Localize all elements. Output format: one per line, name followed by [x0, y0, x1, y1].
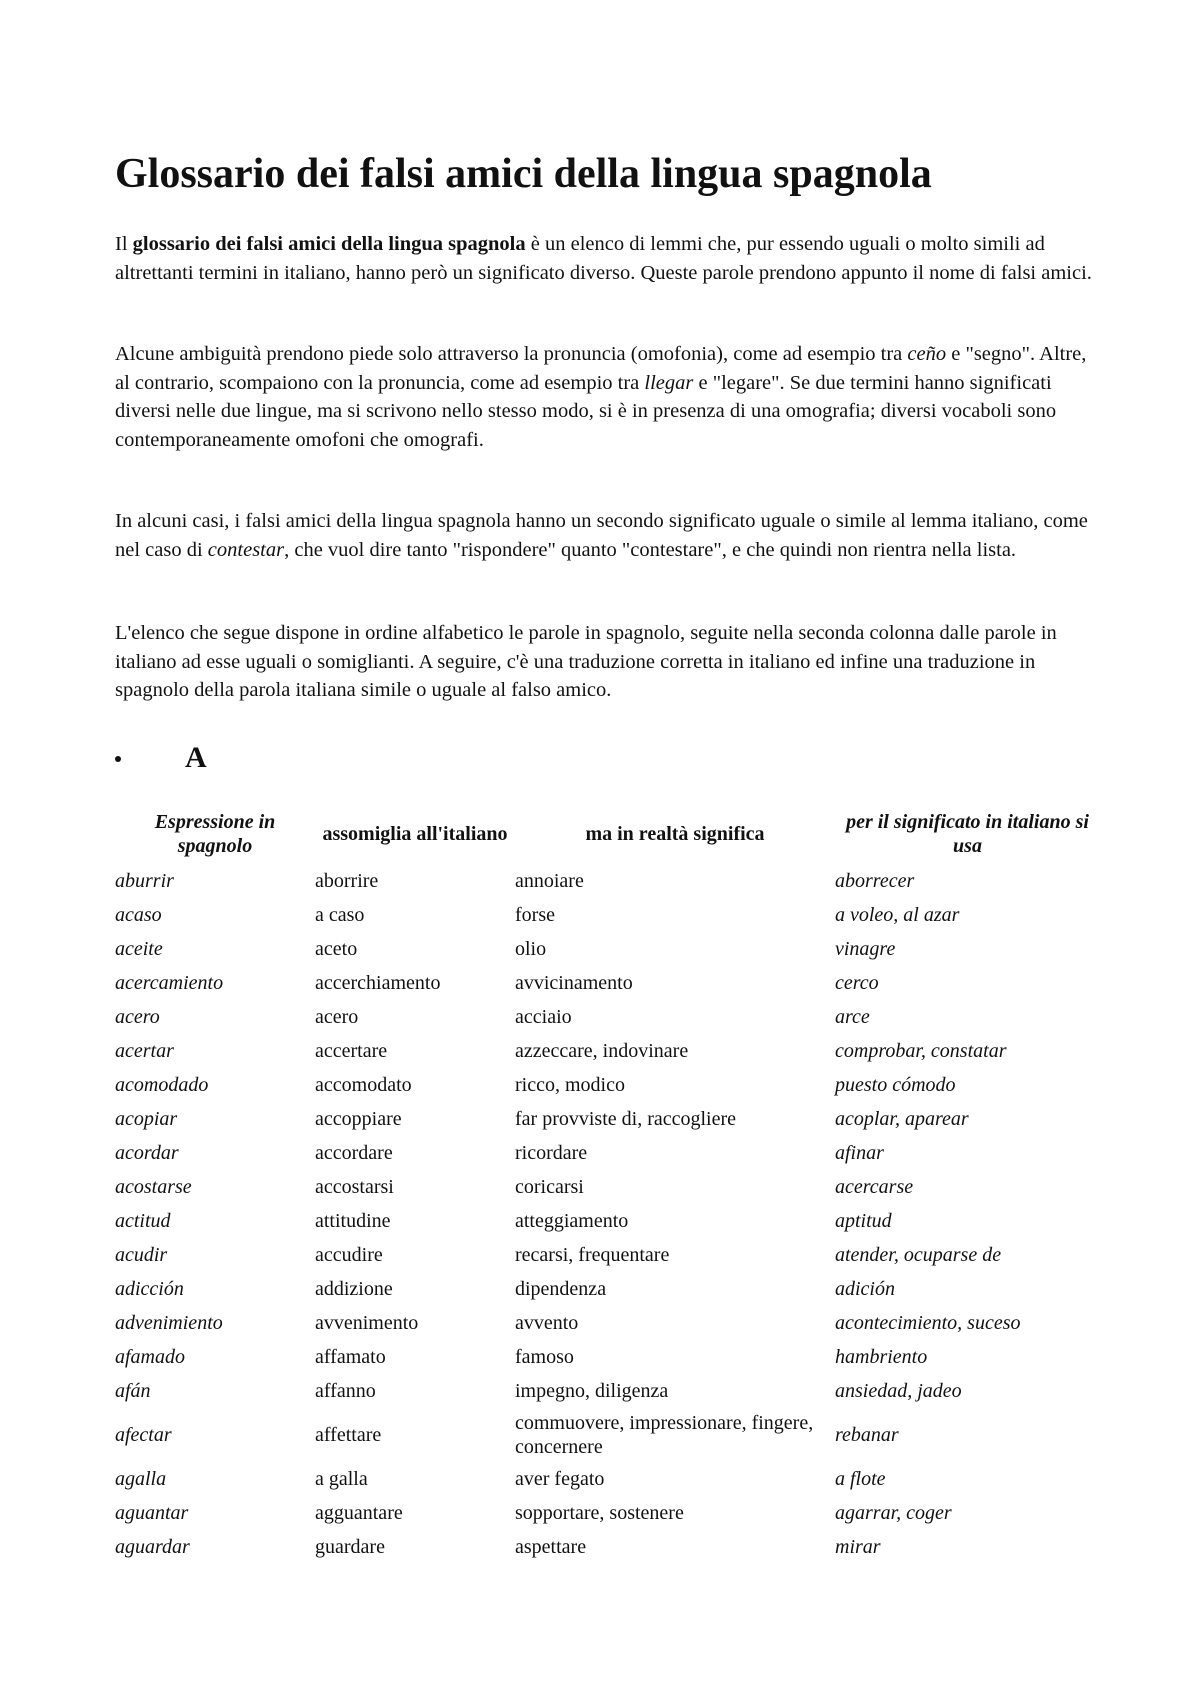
italic-term: contestar	[207, 538, 285, 561]
cell-real-meaning: acciaio	[515, 1006, 572, 1028]
cell-correct-spanish: puesto cómodo	[835, 1074, 956, 1096]
cell-real-meaning: aspettare	[515, 1536, 587, 1558]
text-run: e "legare". Se due termini hanno significati diversi nelle due lingue, ma si scrivono nello stesso modo, si è in presenza di una omografia; diversi vocaboli sono contemporaneamente omofoni che omografi.	[115, 371, 1057, 451]
cell-real-meaning: ricco, modico	[515, 1074, 625, 1096]
cell-correct-spanish: mirar	[835, 1536, 881, 1558]
table-row	[115, 932, 1100, 966]
cell-italian-lookalike: a galla	[315, 1468, 368, 1490]
cell-correct-spanish: aborrecer	[835, 870, 915, 892]
table-row	[115, 1496, 1100, 1530]
cell-real-meaning: commuovere, impressionare, fingere, concernere	[515, 1412, 814, 1458]
cell-spanish-term: acero	[115, 1006, 160, 1028]
bullet-icon	[115, 756, 121, 762]
cell-italian-lookalike: attitudine	[315, 1210, 391, 1232]
cell-real-meaning: far provviste di, raccogliere	[515, 1108, 737, 1130]
table-row	[115, 1462, 1100, 1496]
cell-italian-lookalike: aceto	[315, 938, 358, 960]
cell-italian-lookalike: guardare	[315, 1536, 385, 1558]
cell-spanish-term: aceite	[115, 938, 163, 960]
cell-italian-lookalike: acero	[315, 1006, 359, 1028]
cell-correct-spanish: agarrar, coger	[835, 1502, 952, 1524]
cell-correct-spanish: comprobar, constatar	[835, 1040, 1007, 1062]
cell-spanish-term: acostarse	[115, 1176, 192, 1198]
table-row	[115, 1068, 1100, 1102]
cell-correct-spanish: atender, ocuparse de	[835, 1244, 1002, 1266]
cell-correct-spanish: aptitud	[835, 1210, 892, 1232]
cell-real-meaning: azzeccare, indovinare	[515, 1040, 689, 1062]
text-run: , che vuol dire tanto "rispondere" quanto "contestare", e che quindi non rientra nella lista.	[284, 538, 1017, 561]
cell-spanish-term: afamado	[115, 1346, 185, 1368]
table-row	[115, 1374, 1100, 1408]
cell-real-meaning: recarsi, frequentare	[515, 1244, 670, 1266]
cell-spanish-term: aburrir	[115, 870, 174, 892]
cell-real-meaning: annoiare	[515, 870, 584, 892]
cell-correct-spanish: a voleo, al azar	[835, 904, 960, 926]
table-row	[115, 966, 1100, 1000]
cell-correct-spanish: a flote	[835, 1468, 886, 1490]
cell-spanish-term: acudir	[115, 1244, 168, 1266]
table-header-row	[115, 804, 1100, 864]
table-row	[115, 1340, 1100, 1374]
intro-paragraph-1	[115, 230, 1100, 287]
cell-italian-lookalike: accoppiare	[315, 1108, 402, 1130]
cell-correct-spanish: rebanar	[835, 1424, 899, 1446]
cell-spanish-term: advenimiento	[115, 1312, 223, 1334]
table-body	[115, 864, 1100, 1564]
intro-paragraph-3	[115, 507, 1100, 564]
table-row	[115, 1238, 1100, 1272]
cell-italian-lookalike: a caso	[315, 904, 365, 926]
cell-spanish-term: acordar	[115, 1142, 179, 1164]
cell-correct-spanish: acoplar, aparear	[835, 1108, 969, 1130]
cell-real-meaning: coricarsi	[515, 1176, 584, 1198]
table-row	[115, 1204, 1100, 1238]
cell-spanish-term: acaso	[115, 904, 162, 926]
text-run: L'elenco che segue dispone in ordine alfabetico le parole in spagnolo, seguite nella seconda colonna dalle parole in italiano ad esse uguali o somiglianti. A seguire, c'è una traduzione corretta in italiano ed infine una traduzione in spagnolo della parola italiana simile o uguale al falso amico.	[115, 622, 1057, 701]
cell-italian-lookalike: accerchiamento	[315, 972, 441, 994]
text-run: Il	[115, 233, 133, 255]
cell-spanish-term: aguantar	[115, 1502, 189, 1524]
cell-italian-lookalike: accostarsi	[315, 1176, 394, 1198]
cell-real-meaning: impegno, diligenza	[515, 1380, 669, 1402]
header-resembles: assomiglia all'italiano	[322, 823, 508, 845]
false-friends-table	[115, 804, 1100, 1564]
table-row	[115, 864, 1100, 898]
cell-real-meaning: dipendenza	[515, 1278, 607, 1300]
cell-spanish-term: afectar	[115, 1424, 172, 1446]
page-title: Glossario dei falsi amici della lingua spagnola	[115, 151, 932, 197]
table-row	[115, 1000, 1100, 1034]
header-translation: per il significato in italiano si usa	[846, 811, 1089, 857]
text-run: In alcuni casi, i falsi amici della lingua spagnola hanno un secondo significato uguale o simile al lemma italiano, come nel caso di	[115, 510, 1088, 561]
cell-italian-lookalike: accudire	[315, 1244, 383, 1266]
cell-italian-lookalike: accertare	[315, 1040, 388, 1062]
intro-paragraph-2	[115, 340, 1100, 454]
cell-italian-lookalike: accordare	[315, 1142, 393, 1164]
cell-italian-lookalike: agguantare	[315, 1502, 403, 1524]
table-row	[115, 1170, 1100, 1204]
table-row	[115, 1136, 1100, 1170]
table-row	[115, 1306, 1100, 1340]
cell-correct-spanish: ansiedad, jadeo	[835, 1380, 962, 1402]
cell-spanish-term: actitud	[115, 1210, 171, 1232]
cell-italian-lookalike: affamato	[315, 1346, 386, 1368]
header-spanish: Espressione in spagnolo	[154, 811, 276, 857]
cell-spanish-term: acopiar	[115, 1108, 178, 1130]
italic-term: ceño	[907, 343, 947, 365]
cell-correct-spanish: acercarse	[835, 1176, 914, 1198]
cell-real-meaning: avvicinamento	[515, 972, 633, 994]
cell-real-meaning: sopportare, sostenere	[515, 1502, 684, 1524]
intro-paragraph-4	[115, 619, 1100, 705]
cell-correct-spanish: hambriento	[835, 1346, 928, 1368]
cell-real-meaning: forse	[515, 904, 555, 926]
table-row	[115, 1408, 1100, 1462]
cell-spanish-term: agalla	[115, 1468, 167, 1490]
text-run: e "segno". Altre, al contrario, scompaiono con la pronuncia, come ad esempio tra	[115, 343, 1087, 394]
text-run: è un elenco di lemmi che, pur essendo uguali o molto simili ad altrettanti termini in italiano, hanno però un significato diverso. Queste parole prendono appunto il nome di falsi amici.	[115, 233, 1092, 284]
cell-correct-spanish: cerco	[835, 972, 879, 994]
cell-real-meaning: olio	[515, 938, 547, 960]
text-run: Alcune ambiguità prendono piede solo attraverso la pronuncia (omofonia), come ad esempio tra	[115, 343, 908, 365]
cell-correct-spanish: acontecimiento, suceso	[835, 1312, 1021, 1334]
cell-spanish-term: adicción	[115, 1278, 184, 1300]
header-meaning: ma in realtà significa	[585, 823, 765, 845]
bold-term: glossario dei falsi amici della lingua spagnola	[132, 233, 526, 255]
cell-italian-lookalike: avvenimento	[315, 1312, 419, 1334]
cell-correct-spanish: arce	[835, 1006, 870, 1028]
cell-spanish-term: acomodado	[115, 1074, 209, 1096]
cell-real-meaning: ricordare	[515, 1142, 588, 1164]
section-heading-a	[115, 738, 415, 778]
table-row	[115, 1530, 1100, 1564]
cell-spanish-term: afán	[115, 1380, 151, 1402]
cell-spanish-term: acertar	[115, 1040, 174, 1062]
cell-spanish-term: aguardar	[115, 1536, 190, 1558]
cell-italian-lookalike: affettare	[315, 1424, 382, 1446]
cell-correct-spanish: adición	[835, 1278, 895, 1300]
cell-real-meaning: atteggiamento	[515, 1210, 629, 1232]
table-row	[115, 898, 1100, 932]
cell-italian-lookalike: addizione	[315, 1278, 393, 1300]
cell-correct-spanish: afinar	[835, 1142, 884, 1164]
table-row	[115, 1034, 1100, 1068]
cell-spanish-term: acercamiento	[115, 972, 224, 994]
cell-real-meaning: avvento	[515, 1312, 579, 1334]
cell-italian-lookalike: affanno	[315, 1380, 376, 1402]
table-row	[115, 1272, 1100, 1306]
section-letter: A	[185, 741, 207, 774]
italic-term: llegar	[644, 371, 694, 394]
cell-real-meaning: aver fegato	[515, 1468, 605, 1490]
cell-italian-lookalike: accomodato	[315, 1074, 412, 1096]
cell-correct-spanish: vinagre	[835, 938, 896, 960]
cell-real-meaning: famoso	[515, 1346, 574, 1368]
table-row	[115, 1102, 1100, 1136]
cell-italian-lookalike: aborrire	[315, 870, 379, 892]
